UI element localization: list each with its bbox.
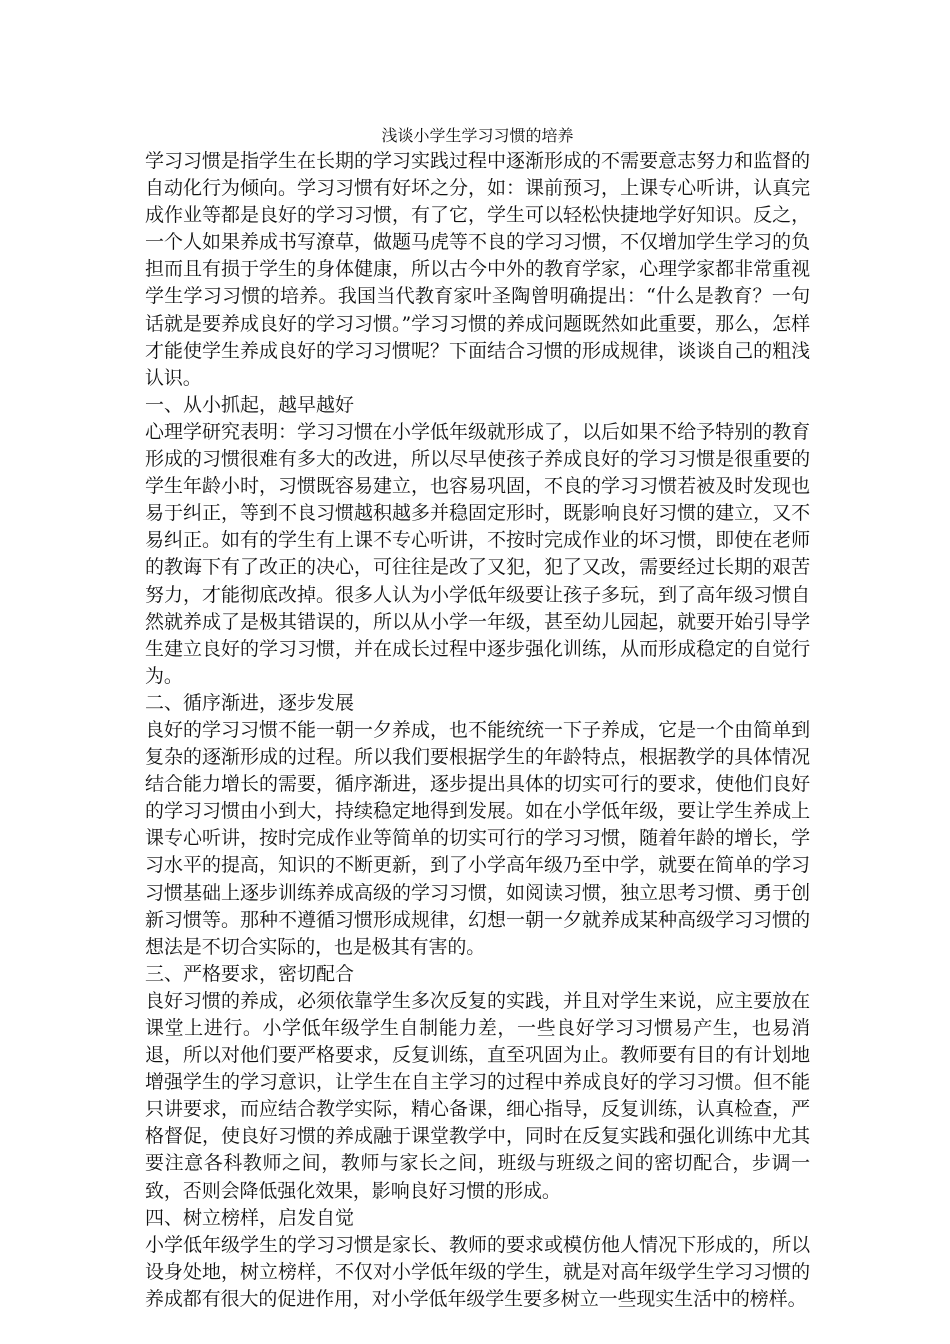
- section-4-body: 小学低年级学生的学习习惯是家长、教师的要求或模仿他人情况下形成的，所以设身处地，树立榜样，不仅对小学低年级的学生，就是对高年级学生学习习惯的养成都有很大的促进作用，对小学低年级学生要多树立一些现实生活中的榜样。: [145, 1233, 810, 1310]
- document-page: [145, 124, 810, 1313]
- document-title: 浅谈小学生学习习惯的培养: [381, 126, 574, 145]
- section-3-body: 良好习惯的养成，必须依靠学生多次反复的实践，并且对学生来说，应主要放在课堂上进行。小学低年级学生自制能力差，一些良好学习习惯易产生，也易消退，所以对他们要严格要求，反复训练，直至巩固为止。教师要有目的有计划地增强学生的学习意识，让学生在自主学习的过程中养成良好的学习习惯。但不能只讲要求，而应结合教学实际，精心备课，细心指导，反复训练，认真检查，严格督促，使良好习惯的养成融于课堂教学中，同时在反复实践和强化训练中尤其要注意各科教师之间，教师与家长之间，班级与班级之间的密切配合，步调一致，否则会降低强化效果，影响良好习惯的形成。: [145, 989, 810, 1202]
- section-3-heading: 三、严格要求，密切配合: [145, 962, 355, 985]
- section-2-body: 良好的学习习惯不能一朝一夕养成，也不能统统一下子养成，它是一个由简单到复杂的逐渐形成的过程。所以我们要根据学生的年龄特点，根据教学的具体情况结合能力增长的需要，循序渐进，逐步提出具体的切实可行的要求，使他们良好的学习习惯由小到大，持续稳定地得到发展。如在小学低年级，要让学生养成上课专心听讲，按时完成作业等简单的切实可行的学习习惯，随着年龄的增长，学习水平的提高，知识的不断更新，到了小学高年级乃至中学，就要在简单的学习习惯基础上逐步训练养成高级的学习习惯，如阅读习惯，独立思考习惯、勇于创新习惯等。那种不遵循习惯形成规律，幻想一朝一夕就养成某种高级学习习惯的想法是不切合实际的，也是极其有害的。: [145, 718, 810, 958]
- section-4-heading: 四、树立榜样，启发自觉: [145, 1206, 355, 1229]
- section-1-heading: 一、从小抓起，越早越好: [145, 393, 355, 416]
- section-2-heading: 二、循序渐进，逐步发展: [145, 691, 355, 714]
- section-1-body: 心理学研究表明：学习习惯在小学低年级就形成了，以后如果不给予特别的教育形成的习惯很难有多大的改进，所以尽早使孩子养成良好的学习习惯是很重要的学生年龄小时，习惯既容易建立，也容易巩固，不良的学习习惯若被及时发现也易于纠正，等到不良习惯越积越多并稳固定形时，既影响良好习惯的建立，又不易纠正。如有的学生有上课不专心听讲，不按时完成作业的坏习惯，即使在老师的教诲下有了改正的决心，可往往是改了又犯，犯了又改，需要经过长期的艰苦努力，才能彻底改掉。很多人认为小学低年级要让孩子多玩，到了高年级习惯自然就养成了是极其错误的，所以从小学一年级，甚至幼儿园起，就要开始引导学生建立良好的学习习惯，并在成长过程中逐步强化训练，从而形成稳定的自觉行为。: [145, 420, 810, 687]
- intro-paragraph: 学习习惯是指学生在长期的学习实践过程中逐渐形成的不需要意志努力和监督的自动化行为倾向。学习习惯有好坏之分，如：课前预习，上课专心听讲，认真完成作业等都是良好的学习习惯，有了它，学生可以轻松快捷地学好知识。反之，一个人如果养成书写潦草，做题马虎等不良的学习习惯，不仅增加学生学习的负担而且有损于学生的身体健康，所以古今中外的教育学家，心理学家都非常重视学生学习习惯的培养。我国当代教育家叶圣陶曾明确提出：“什么是教育？一句话就是要养成良好的学习习惯。”学习习惯的养成问题既然如此重要，那么，怎样才能使学生养成良好的学习习惯呢？下面结合习惯的形成规律，谈谈自己的粗浅认识。: [145, 150, 810, 389]
